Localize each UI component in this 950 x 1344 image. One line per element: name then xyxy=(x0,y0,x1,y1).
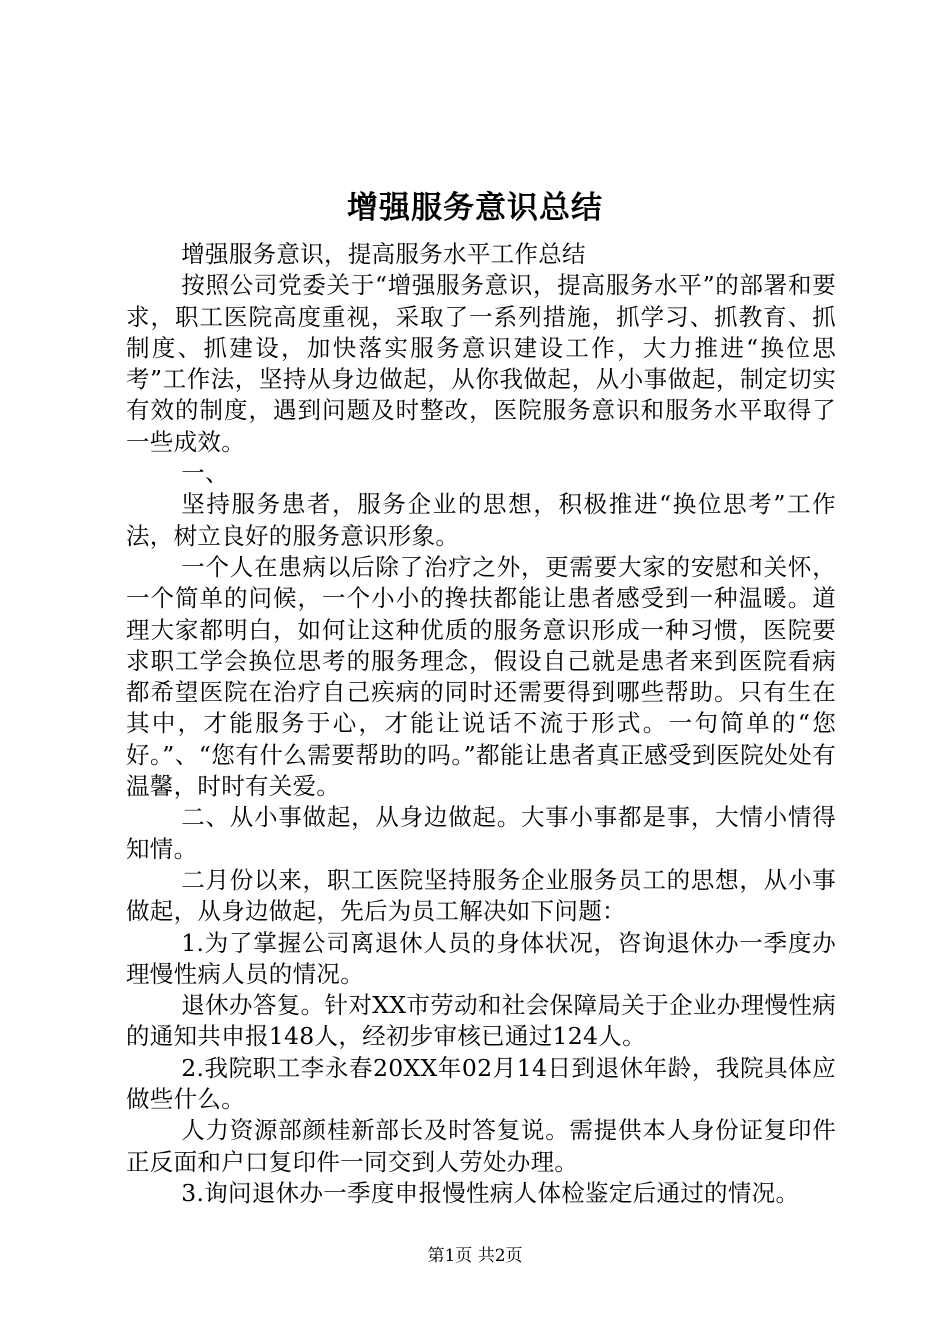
paragraph-section-two-heading: 二、从小事做起，从身边做起。大事小事都是事，大情小情得知情。 xyxy=(126,803,836,863)
paragraph-section-two-summary: 二月份以来，职工医院坚持服务企业服务员工的思想，从小事做起，从身边做起，先后为员工解决如下问题： xyxy=(126,865,836,926)
page-footer: 第1页 共2页 xyxy=(427,1246,523,1266)
document-body xyxy=(126,239,836,1209)
paragraph-subtitle: 增强服务意识，提高服务水平工作总结 xyxy=(181,240,586,268)
paragraph-item-three: 3.询问退休办一季度申报慢性病人体检鉴定后通过的情况。 xyxy=(181,1178,800,1207)
paragraph-item-one: 1.为了掌握公司离退休人员的身体状况，咨询退休办一季度办理慢性病人员的情况。 xyxy=(126,928,836,988)
paragraph-section-one-summary: 坚持服务患者，服务企业的思想，积极推进“换位思考”工作法，树立良好的服务意识形象。 xyxy=(126,490,836,550)
paragraph-item-two-answer: 人力资源部颜桂新部长及时答复说。需提供本人身份证复印件正反面和户口复印件一同交到人劳处办理。 xyxy=(126,1116,836,1176)
paragraph-care-description: 一个人在患病以后除了治疗之外，更需要大家的安慰和关怀，一个简单的问候，一个小小的搀扶都能让患者感受到一种温暖。道理大家都明白，如何让这种优质的服务意识形成一种习惯，医院要求职工学会换位思考的服务理念，假设自己就是患者来到医院看病都希望医院在治疗自己疾病的同时还需要得到哪些帮助。只有生在其中，才能服务于心，才能让说话不流于形式。一句简单的“您好。”、“您有什么需要帮助的吗。”都能让患者真正感受到医院处处有温馨，时时有关爱。 xyxy=(126,552,836,801)
document-title: 增强服务意识总结 xyxy=(347,190,603,226)
paragraph-intro: 按照公司党委关于“增强服务意识，提高服务水平”的部署和要求，职工医院高度重视，采取了一系列措施，抓学习、抓教育、抓制度、抓建设，加快落实服务意识建设工作，大力推进“换位思考”工作法，坚持从身边做起，从你我做起，从小事做起，制定切实有效的制度，遇到问题及时整改，医院服务意识和服务水平取得了一些成效。 xyxy=(126,271,836,456)
paragraph-item-two: 2.我院职工李永春20XX年02月14日到退休年龄，我院具体应做些什么。 xyxy=(126,1053,836,1114)
paragraph-section-one-heading: 一、 xyxy=(181,459,229,488)
paragraph-item-one-answer: 退休办答复。针对XX市劳动和社会保障局关于企业办理慢性病的通知共申报148人，经初步审核已通过124人。 xyxy=(126,991,836,1051)
